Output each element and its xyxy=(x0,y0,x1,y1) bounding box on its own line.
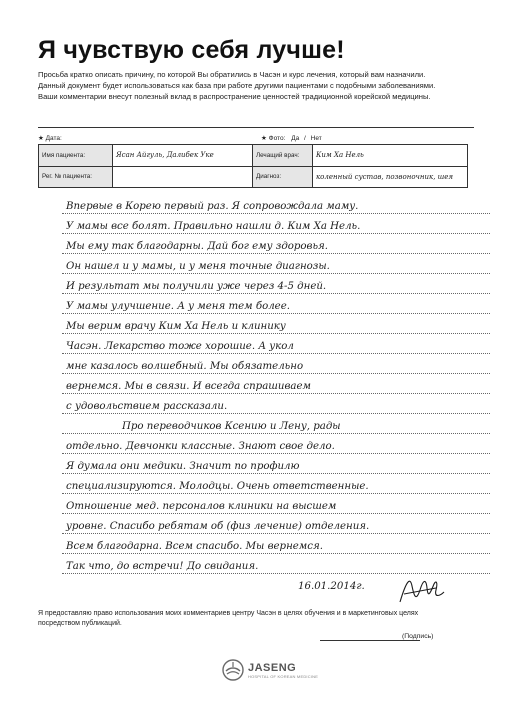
testimonial-line: Впервые в Корею первый раз. Я сопровождала маму. xyxy=(66,196,496,214)
page-title: Я чувствую себя лучше! xyxy=(38,36,345,64)
reg-number-field[interactable] xyxy=(113,166,253,188)
jaseng-logo xyxy=(222,659,318,681)
testimonial-line: У мамы улучшение. А у меня тем более. xyxy=(66,296,496,314)
jaseng-logo-icon xyxy=(222,659,244,681)
signature-line[interactable] xyxy=(320,640,420,641)
patient-name-field[interactable]: Ясан Айгуль, Далибек Уке xyxy=(113,145,253,167)
testimonial-line: отдельно. Девчонки классные. Знают свое дело. xyxy=(66,436,496,454)
testimonial-line: вернемся. Мы в связи. И всегда спрашиваем xyxy=(66,376,496,394)
photo-yes-option[interactable]: Да xyxy=(291,135,300,142)
photo-no-option[interactable]: Нет xyxy=(310,135,322,142)
testimonial-line: И результат мы получили уже через 4-5 дней. xyxy=(66,276,496,294)
intro-line: Ваши комментарии внесут полезный вклад в распространение ценностей традиционной корейской медицины. xyxy=(38,92,431,102)
intro-line: Данный документ будет использоваться как база при работе другими пациентами с подобными заболеваниями. xyxy=(38,81,436,91)
testimonial-line: Я думала они медики. Значит по профилю xyxy=(66,456,496,474)
photo-field xyxy=(261,134,322,142)
handwritten-signature xyxy=(396,572,446,608)
consent-line: посредством публикаций. xyxy=(38,620,122,627)
testimonial-line: специализируются. Молодцы. Очень ответственные. xyxy=(66,476,496,494)
photo-separator: / xyxy=(304,135,306,142)
testimonial-line: Мы ему так благодарны. Дай бог ему здоровья. xyxy=(66,236,496,254)
testimonial-line: Так что, до встречи! До свидания. xyxy=(66,556,496,574)
logo-name: JASENG xyxy=(248,661,297,674)
consent-text xyxy=(38,609,478,629)
date-label: ★ Дата: xyxy=(38,135,62,142)
consent-line: Я предоставляю право использования моих комментариев центру Часэн в целях обучения и в маркетинговых целях xyxy=(38,610,419,617)
patient-info-table xyxy=(38,144,468,188)
logo-subtitle: HOSPITAL OF KOREAN MEDICINE xyxy=(248,673,319,679)
testimonial-line: Часэн. Лекарство тоже хорошие. А укол xyxy=(66,336,496,354)
signature-label: (Подпись) xyxy=(402,633,434,640)
date-field xyxy=(38,134,62,142)
testimonial-line: с удовольствием рассказали. xyxy=(66,396,496,414)
testimonial-date-line: 16.01.2014г. xyxy=(298,581,365,592)
header-divider xyxy=(38,127,474,128)
diagnosis-field[interactable]: коленный сустав, позвоночник, шея xyxy=(313,166,468,188)
doctor-label: Лечащий врач: xyxy=(253,145,313,167)
reg-number-label: Рег. № пациента: xyxy=(39,166,113,188)
testimonial-line: У мамы все болят. Правильно нашли д. Ким Ха Нель. xyxy=(66,216,496,234)
testimonial-line: Мы верим врачу Ким Ха Нель и клинику xyxy=(66,316,496,334)
doctor-field[interactable]: Ким Ха Нель xyxy=(313,145,468,167)
photo-label: ★ Фото: xyxy=(261,135,286,142)
diagnosis-label: Диагноз: xyxy=(253,166,313,188)
intro-line: Просьба кратко описать причину, по которой Вы обратились в Часэн и курс лечения, который вам назначили. xyxy=(38,70,426,79)
testimonial-line: уровне. Спасибо ребятам об (физ лечение) отделения. xyxy=(66,516,496,534)
testimonial-line: мне казалось волшебный. Мы обязательно xyxy=(66,356,496,374)
testimonial-line: Про переводчиков Ксению и Лену, рады xyxy=(66,416,496,434)
intro-text xyxy=(38,69,478,103)
testimonial-line: Всем благодарна. Всем спасибо. Мы вернемся. xyxy=(66,536,496,554)
testimonial-line: Отношение мед. персоналов клиники на высшем xyxy=(66,496,496,514)
testimonial-line: Он нашел и у мамы, и у меня точные диагнозы. xyxy=(66,256,496,274)
patient-name-label: Имя пациента: xyxy=(39,145,113,167)
